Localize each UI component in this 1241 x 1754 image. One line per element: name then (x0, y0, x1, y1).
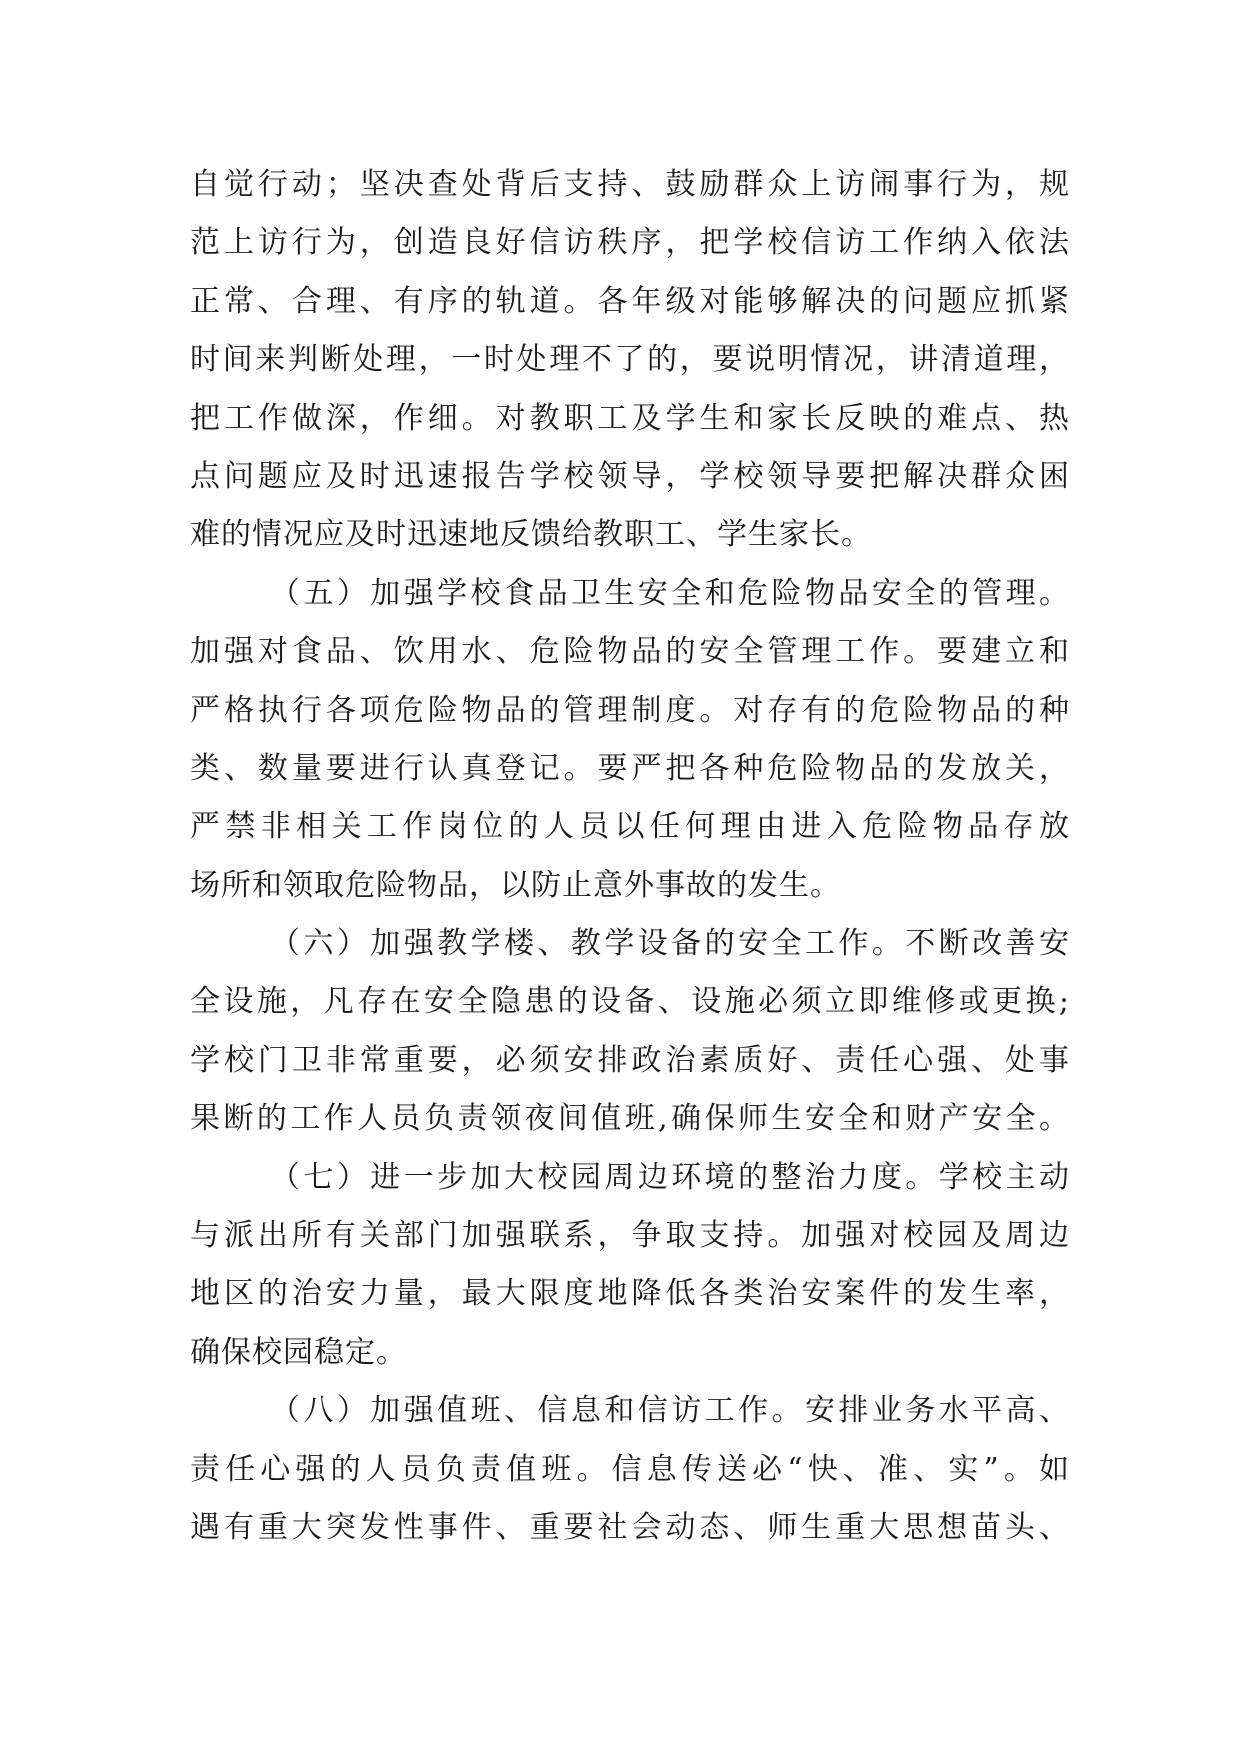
text-line: （七）进一步加大校园周边环境的整治力度。学校主动 (270, 1159, 1070, 1195)
text-line: （六）加强教学楼、教学设备的安全工作。不断改善安 (270, 926, 1070, 962)
text-line: 难的情况应及时迅速地反馈给教职工、学生家长。 (190, 517, 872, 553)
text-line: 与派出所有关部门加强联系，争取支持。加强对校园及周边 (190, 1218, 1070, 1254)
text-line: 加强对食品、饮用水、危险物品的安全管理工作。要建立和 (190, 634, 1070, 670)
text-line: 自觉行动；坚决查处背后支持、鼓励群众上访闹事行为，规 (190, 167, 1070, 202)
text-line: 确保校园稳定。 (190, 1334, 407, 1370)
text-line: 把工作做深，作细。对教职工及学生和家长反映的难点、热 (190, 400, 1070, 436)
text-line: （八）加强值班、信息和信访工作。安排业务水平高、 (270, 1393, 1070, 1429)
text-line: 点问题应及时迅速报告学校领导，学校领导要把解决群众困 (190, 458, 1070, 494)
text-line: 果断的工作人员负责领夜间值班,确保师生安全和财产安全。 (190, 1101, 1070, 1137)
text-line: 地区的治安力量，最大限度地降低各类治安案件的发生率， (190, 1276, 1070, 1312)
text-line: 范上访行为，创造良好信访秩序，把学校信访工作纳入依法 (190, 225, 1070, 261)
text-line: 全设施，凡存在安全隐患的设备、设施必须立即维修或更换; (190, 984, 1070, 1020)
text-line: 类、数量要进行认真登记。要严把各种危险物品的发放关， (190, 750, 1070, 786)
text-line: 遇有重大突发性事件、重要社会动态、师生重大思想苗头、 (190, 1509, 1070, 1545)
text-line: 严禁非相关工作岗位的人员以任何理由进入危险物品存放 (190, 809, 1070, 845)
text-line: 时间来判断处理，一时处理不了的，要说明情况，讲清道理， (190, 342, 1070, 378)
text-line: 严格执行各项危险物品的管理制度。对存有的危险物品的种 (190, 692, 1070, 728)
text-line: 场所和领取危险物品，以防止意外事故的发生。 (190, 867, 841, 903)
text-line: 学校门卫非常重要，必须安排政治素质好、责任心强、处事 (190, 1042, 1070, 1078)
text-line: 正常、合理、有序的轨道。各年级对能够解决的问题应抓紧 (190, 283, 1070, 319)
body-text (190, 156, 1070, 1557)
text-line: 责任心强的人员负责值班。信息传送必“快、准、实”。如 (190, 1451, 1070, 1487)
text-line: （五）加强学校食品卫生安全和危险物品安全的管理。 (270, 575, 1070, 611)
